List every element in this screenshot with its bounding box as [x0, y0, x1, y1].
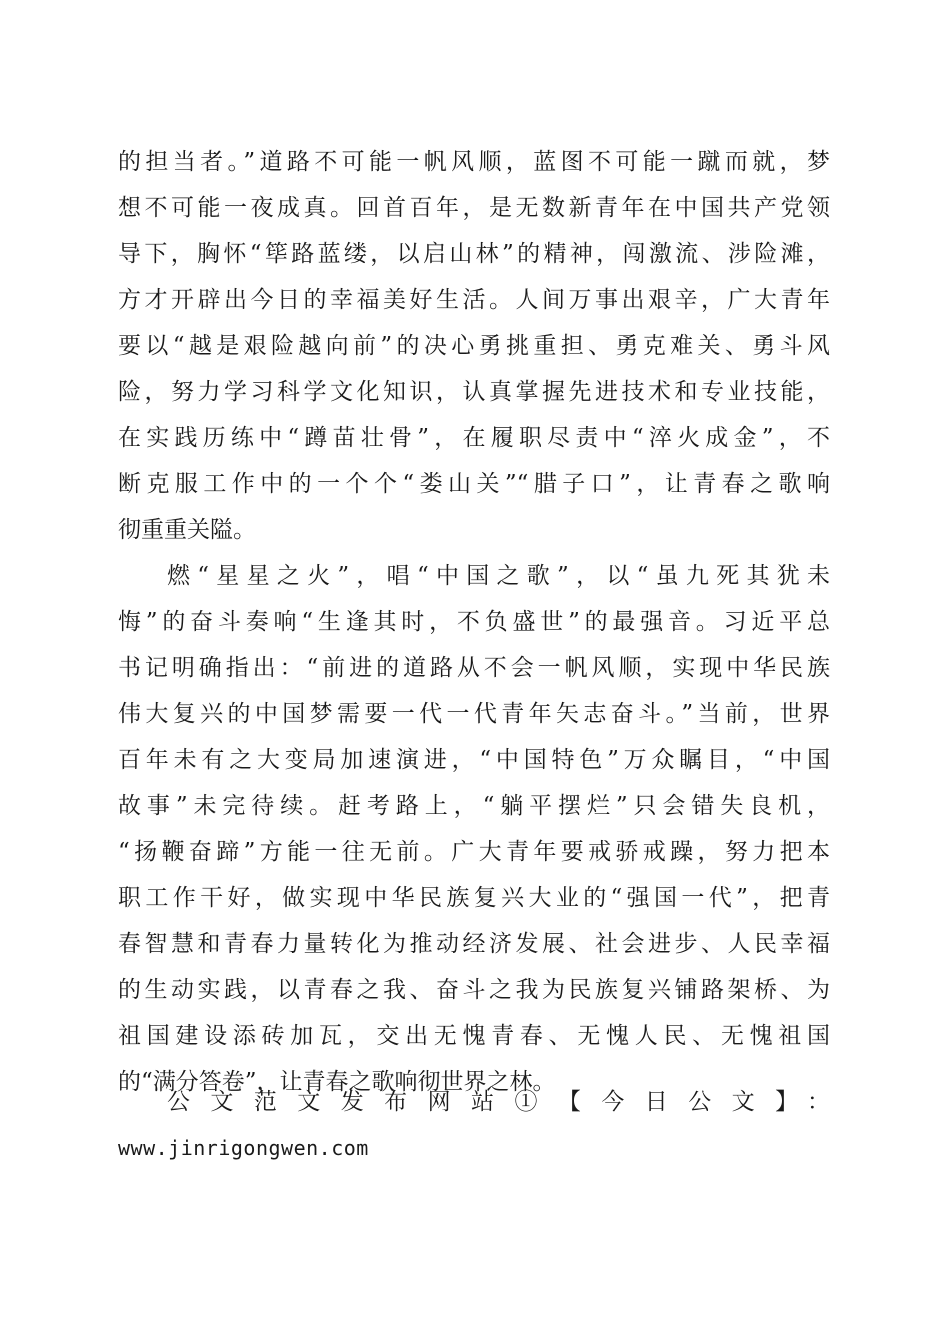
- text-line: 的“满分答卷”，让青春之歌响彻世界之林。: [118, 1069, 556, 1095]
- text-line: 伟大复兴的中国梦需要一代一代青年矢志奋斗。”当前，世界: [118, 701, 830, 727]
- footer-site-label: 公文范文发布网站①【今日公文】：: [167, 1089, 830, 1115]
- text-line: 的生动实践，以青春之我、奋斗之我为民族复兴铺路架桥、为: [118, 977, 830, 1003]
- text-line: 想不可能一夜成真。回首百年，是无数新青年在中国共产党领: [118, 195, 830, 221]
- text-line: 要以“越是艰险越向前”的决心勇挑重担、勇克难关、勇斗风: [118, 333, 830, 359]
- text-line: 彻重重关隘。: [118, 517, 256, 543]
- text-line: “扬鞭奋蹄”方能一往无前。广大青年要戒骄戒躁，努力把本: [118, 839, 830, 865]
- text-line: 险，努力学习科学文化知识，认真掌握先进技术和专业技能，: [118, 379, 830, 405]
- text-line: 燃“星星之火”，唱“中国之歌”，以“虽九死其犹未: [167, 563, 830, 589]
- footer-url[interactable]: www.jinrigongwen.com: [118, 1136, 369, 1160]
- text-line: 的担当者。”道路不可能一帆风顺，蓝图不可能一蹴而就，梦: [118, 149, 830, 175]
- text-line: 职工作干好，做实现中华民族复兴大业的“强国一代”，把青: [118, 885, 830, 911]
- text-line: 百年未有之大变局加速演进，“中国特色”万众瞩目，“中国: [118, 747, 830, 773]
- text-line: 悔”的奋斗奏响“生逢其时，不负盛世”的最强音。习近平总: [118, 609, 830, 635]
- text-line: 故事”未完待续。赶考路上，“躺平摆烂”只会错失良机，: [118, 793, 830, 819]
- text-line: 书记明确指出：“前进的道路从不会一帆风顺，实现中华民族: [118, 655, 830, 681]
- text-line: 在实践历练中“蹲苗壮骨”，在履职尽责中“淬火成金”，不: [118, 425, 830, 451]
- text-line: 方才开辟出今日的幸福美好生活。人间万事出艰辛，广大青年: [118, 287, 830, 313]
- text-line: 导下，胸怀“筚路蓝缕，以启山林”的精神，闯激流、涉险滩，: [118, 241, 830, 267]
- text-line: 春智慧和青春力量转化为推动经济发展、社会进步、人民幸福: [118, 931, 830, 957]
- text-line: 断克服工作中的一个个“娄山关”“腊子口”，让青春之歌响: [118, 471, 830, 497]
- text-line: 祖国建设添砖加瓦，交出无愧青春、无愧人民、无愧祖国: [118, 1023, 830, 1049]
